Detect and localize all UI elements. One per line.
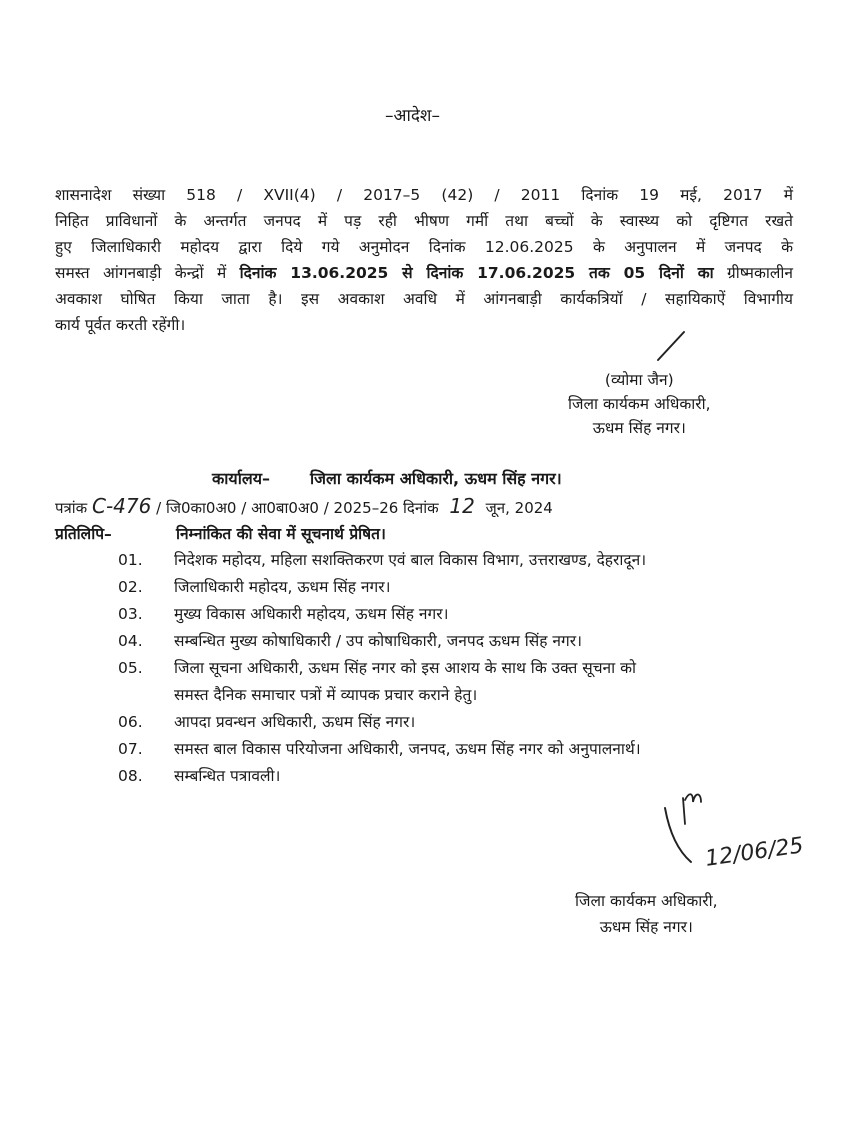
copy-to-list <box>118 547 646 790</box>
copy-to-heading: निम्नांकित की सेवा में सूचनार्थ प्रेषित। <box>176 525 386 543</box>
reference-line <box>55 494 553 518</box>
body-line: हुए जिलाधिकारी महोदय द्वारा दिये गये अनुमोदन दिनांक 12.06.2025 के अनुपालन में जनपद के <box>55 238 793 256</box>
list-item: 03. मुख्य विकास अधिकारी महोदय, ऊधम सिंह नगर। <box>118 605 449 623</box>
body-line: शासनादेश संख्या 518 / XVII(4) / 2017–5 (42) / 2011 दिनांक 19 मई, 2017 में <box>55 186 793 204</box>
handwritten-day: 12 <box>449 494 475 518</box>
copy-to-label: प्रतिलिपि– <box>55 525 112 543</box>
reference-middle: / जि0का0अ0 / आ0बा0अ0 / 2025–26 दिनांक <box>156 499 439 517</box>
signatory-block-2 <box>575 888 718 940</box>
signature-mark <box>650 330 690 362</box>
signatory-block-1 <box>568 368 711 440</box>
list-item: 05. जिला सूचना अधिकारी, ऊधम सिंह नगर को इस आशय के साथ कि उक्त सूचना को समस्त दैनिक समाचार पत्रों में व्यापक प्रचार कराने हेतु। <box>118 659 636 704</box>
signatory-designation: जिला कार्यकम अधिकारी, <box>575 892 718 910</box>
office-label: कार्यालय– <box>212 469 270 488</box>
signatory-designation: जिला कार्यकम अधिकारी, <box>568 395 711 413</box>
body-line: समस्त आंगनबाड़ी केन्द्रों में दिनांक 13.06.2025 से दिनांक 17.06.2025 तक 05 दिनों का ग्रीष्मकालीन <box>55 264 793 282</box>
order-title: –आदेश– <box>385 106 440 126</box>
handwritten-date: 12/06/25 <box>703 833 806 872</box>
reference-suffix: जून, 2024 <box>485 499 553 517</box>
holiday-dates: दिनांक 13.06.2025 से दिनांक 17.06.2025 तक 05 दिनों का <box>239 264 714 282</box>
list-item: 07. समस्त बाल विकास परियोजना अधिकारी, जनपद, ऊधम सिंह नगर को अनुपालनार्थ। <box>118 740 641 758</box>
list-item: 06. आपदा प्रवन्धन अधिकारी, ऊधम सिंह नगर। <box>118 713 416 731</box>
order-body <box>55 182 793 338</box>
list-item: 02. जिलाधिकारी महोदय, ऊधम सिंह नगर। <box>118 578 391 596</box>
handwritten-letter-number: C-476 <box>92 494 152 518</box>
office-name: जिला कार्यकम अधिकारी, ऊधम सिंह नगर। <box>309 469 562 488</box>
office-line <box>212 467 562 489</box>
list-item: 04. सम्बन्धित मुख्य कोषाधिकारी / उप कोषाधिकारी, जनपद ऊधम सिंह नगर। <box>118 632 582 650</box>
list-item: 01. निदेशक महोदय, महिला सशक्तिकरण एवं बाल विकास विभाग, उत्तराखण्ड, देहरादून। <box>118 551 647 569</box>
body-line: निहित प्राविधानों के अन्तर्गत जनपद में पड़ रही भीषण गर्मी तथा बच्चों के स्वास्थ्य को दृष्टिगत रखते <box>55 212 793 230</box>
reference-prefix: पत्रांक <box>55 499 88 517</box>
body-line: अवकाश घोषित किया जाता है। इस अवकाश अवधि में आंगनबाड़ी कार्यकत्रियॉ / सहायिकाऐं विभागीय <box>55 290 793 308</box>
list-item: 08. सम्बन्धित पत्रावली। <box>118 767 281 785</box>
signatory-name: (व्योमा जैन) <box>604 371 674 389</box>
signatory-place: ऊधम सिंह नगर। <box>599 918 693 936</box>
signatory-place: ऊधम सिंह नगर। <box>592 419 686 437</box>
body-line: कार्य पूर्वत करती रहेंगी। <box>55 316 186 334</box>
